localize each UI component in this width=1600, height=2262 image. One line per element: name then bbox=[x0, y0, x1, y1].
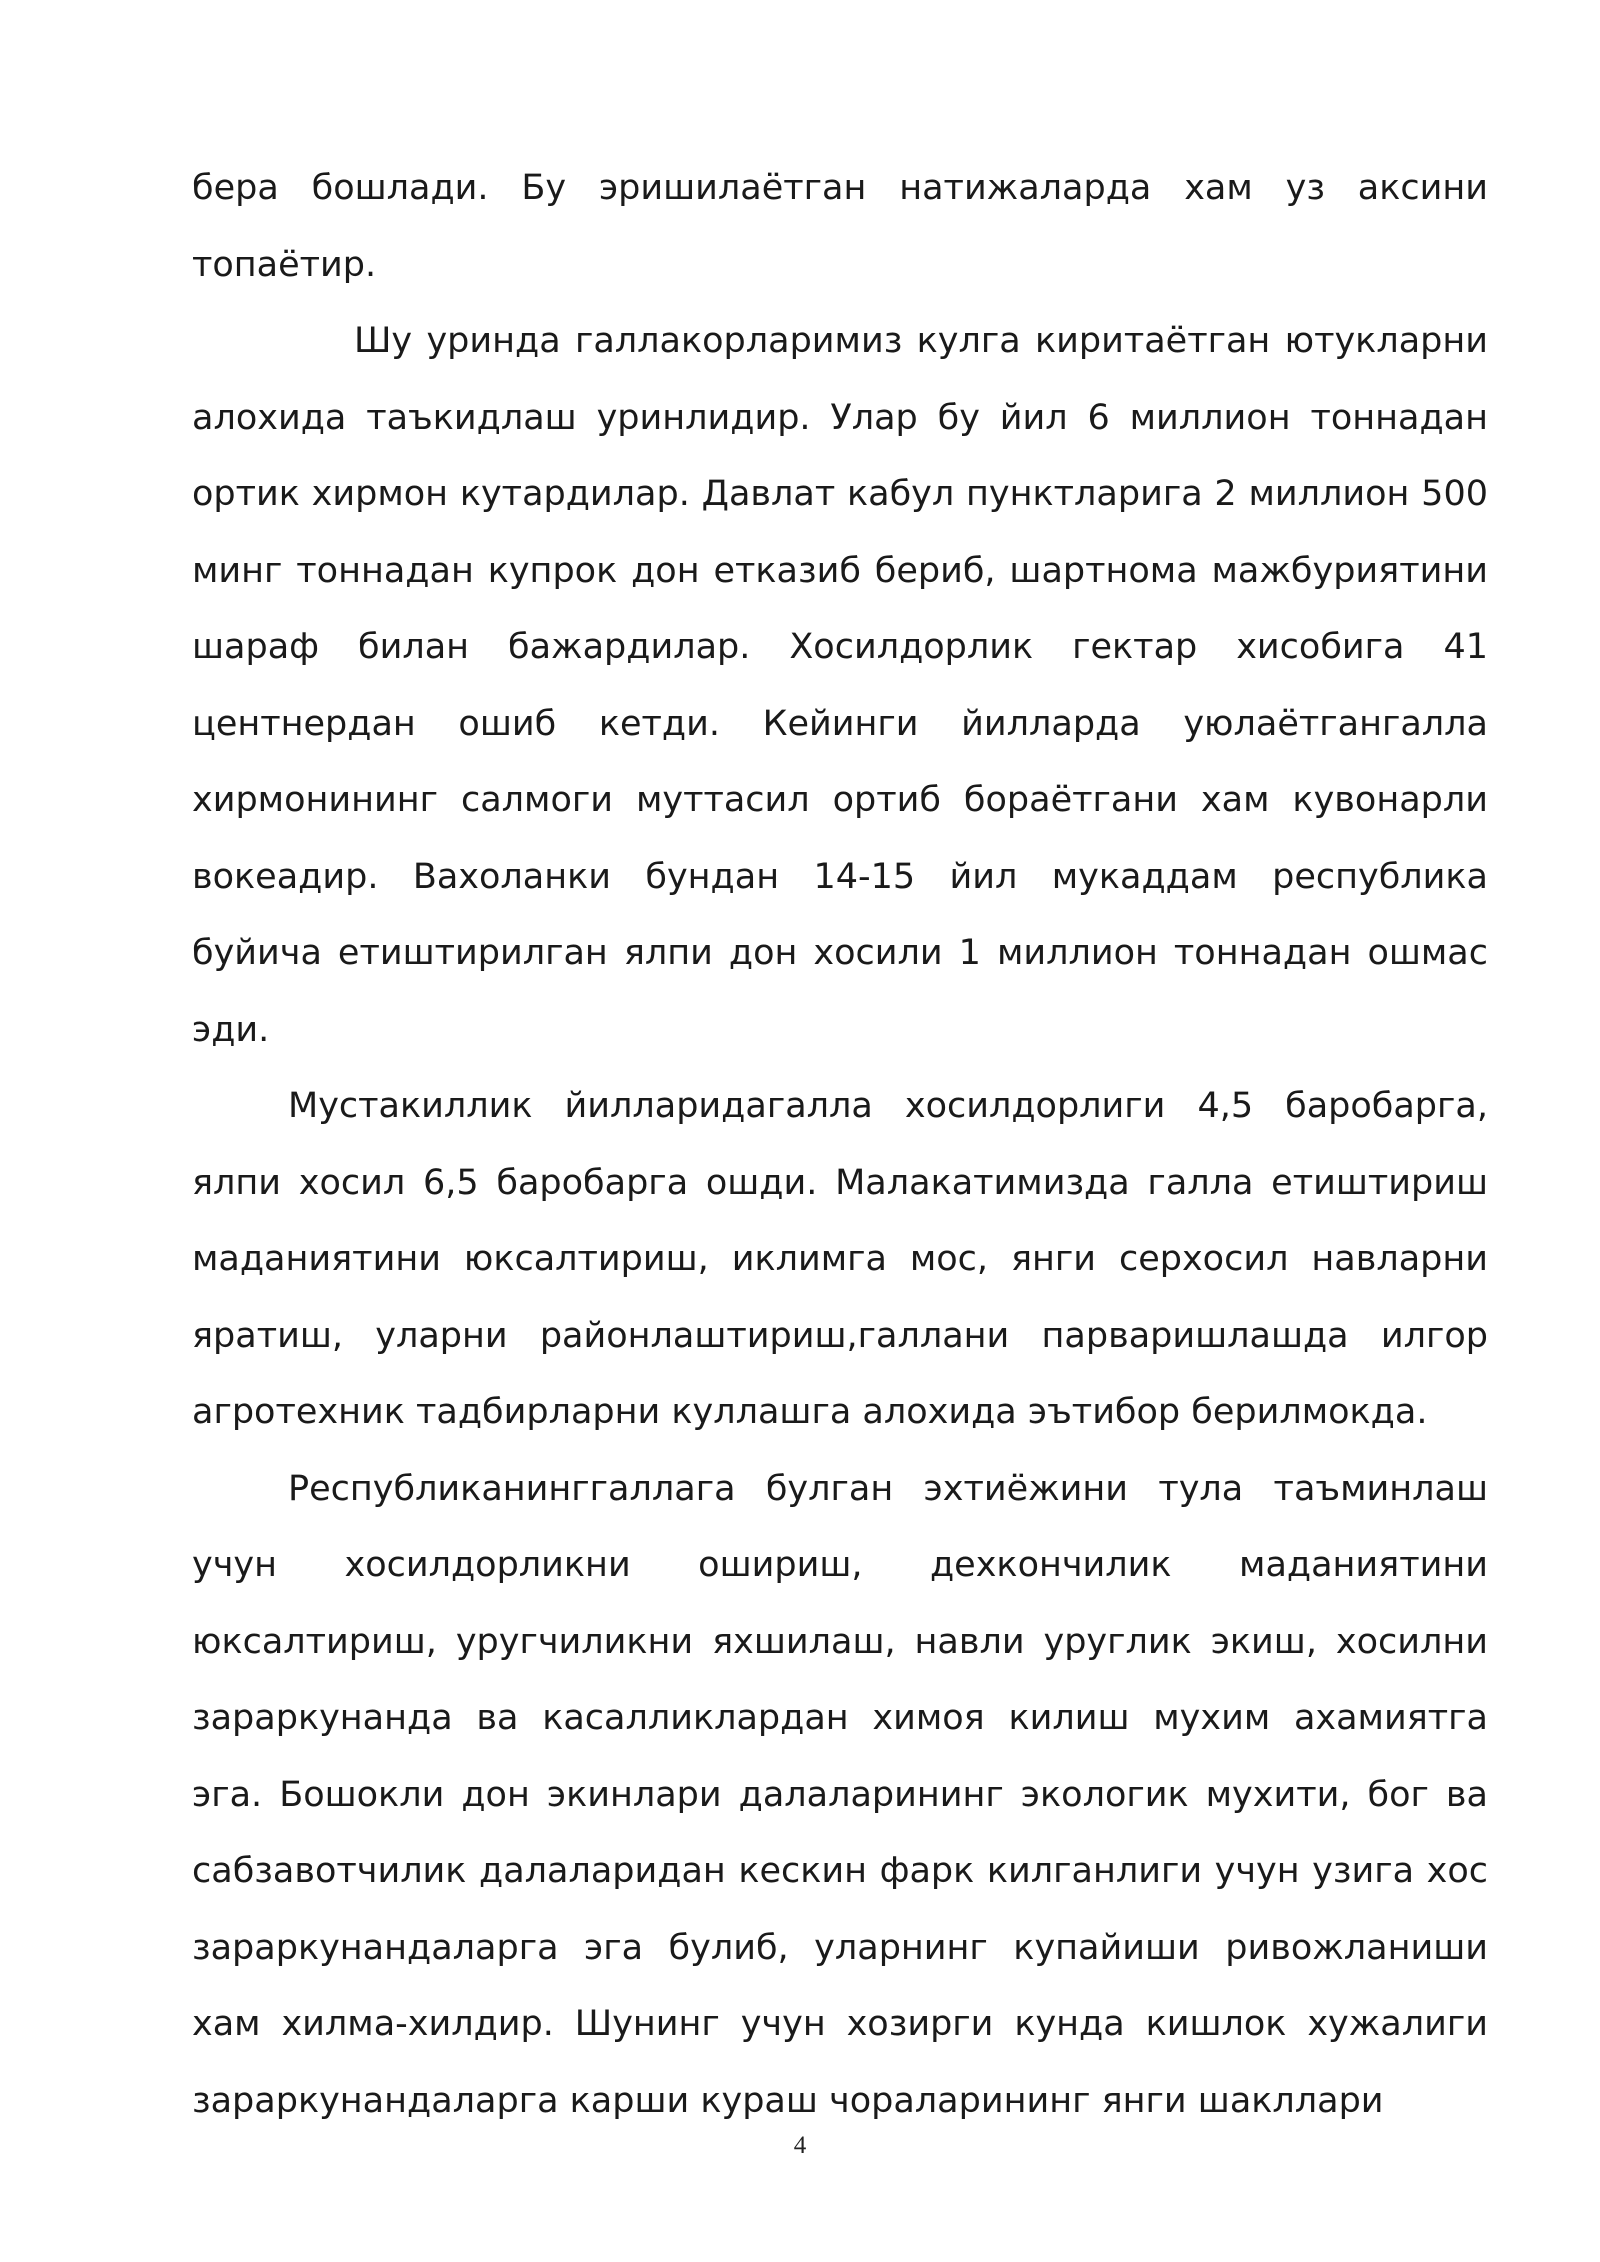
page-number: 4 bbox=[793, 2132, 807, 2159]
document-body bbox=[192, 150, 1488, 2139]
paragraph-grain-harvest: Шу уринда галлакорларимиз кулга киритаётган ютукларни алохида таъкидлаш уринлидир. Улар бу йил 6 миллион тоннадан ортик хирмон кутардилар. Давлат кабул пунктларига 2 миллион 500 минг тоннадан купрок дон етказиб бериб, шартнома мажбуриятини шараф билан бажардилар. Хосилдорлик гектар хисобига 41 центнердан ошиб кетди. Кейинги йилларда уюлаётгангалла хирмонининг салмоги муттасил ортиб бораётгани хам кувонарли вокеадир. Вахоланки бундан 14-15 йил мукаддам республика буйича етиштирилган ялпи дон хосили 1 миллион тоннадан ошмас эди. bbox=[192, 321, 1488, 1050]
paragraph-pest-control: Республиканинггаллага булган эхтиёжини тула таъминлаш учун хосилдорликни ошириш, дехкончилик маданиятини юксалтириш, уругчиликни яхшилаш, навли уруглик экиш, хосилни зараркунанда ва касалликлардан химоя килиш мухим ахамиятга эга. Бошокли дон экинлари далаларининг экологик мухити, бог ва сабзавотчилик далаларидан кескин фарк килганлиги учун узига хос зараркунандаларга эга булиб, уларнинг купайиши ривожланиши хам хилма-хилдир. Шунинг учун хозирги кунда кишлок хужалиги зараркунандаларга карши кураш чораларининг янги шакллари bbox=[192, 1468, 1488, 2121]
paragraph-independence-years: Мустакиллик йилларидагалла хосилдорлиги 4,5 баробарга, ялпи хосил 6,5 баробарга ошди. Малакатимизда галла етиштириш маданиятини юксалтириш, иклимга мос, янги серхосил навларни яратиш, уларни районлаштириш,галлани парваришлашда илгор агротехник тадбирларни куллашга алохида эътибор берилмокда. bbox=[192, 1086, 1488, 1432]
paragraph-continuation: бера бошлади. Бу эришилаётган натижаларда хам уз аксини топаётир. bbox=[192, 168, 1488, 285]
